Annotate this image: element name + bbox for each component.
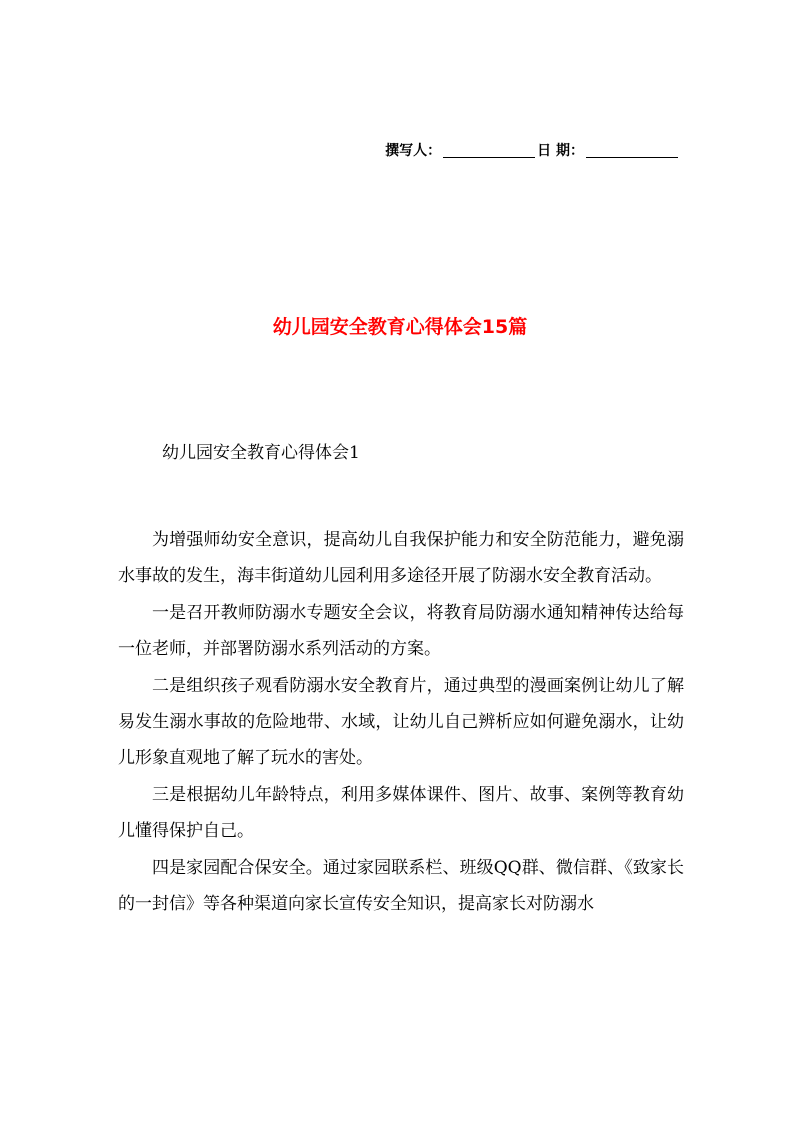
author-date-line: [385, 140, 680, 162]
date-blank: [586, 143, 678, 158]
document-title: 幼儿园安全教育心得体会15篇: [272, 316, 528, 338]
author-label: 撰写人：: [385, 143, 442, 159]
section-title: 幼儿园安全教育心得体会1: [162, 443, 360, 463]
paragraph: 为增强师幼安全意识，提高幼儿自我保护能力和安全防范能力，避免溺水事故的发生，海丰街道幼儿园利用多途径开展了防溺水安全教育活动。: [118, 530, 684, 586]
paragraph: 二是组织孩子观看防溺水安全教育片，通过典型的漫画案例让幼儿了解易发生溺水事故的危险地带、水域，让幼儿自己辨析应如何避免溺水，让幼儿形象直观地了解了玩水的害处。: [118, 676, 684, 768]
paragraph: 三是根据幼儿年龄特点，利用多媒体课件、图片、故事、案例等教育幼儿懂得保护自己。: [118, 785, 684, 841]
date-label: 日 期：: [537, 143, 584, 159]
author-blank: [443, 143, 535, 158]
paragraph: 一是召开教师防溺水专题安全会议，将教育局防溺水通知精神传达给每一位老师，并部署防溺水系列活动的方案。: [118, 603, 684, 659]
paragraph: 四是家园配合保安全。通过家园联系栏、班级QQ群、微信群、《致家长的一封信》等各种渠道向家长宣传安全知识，提高家长对防溺水: [118, 858, 684, 914]
document-body: [118, 522, 684, 923]
